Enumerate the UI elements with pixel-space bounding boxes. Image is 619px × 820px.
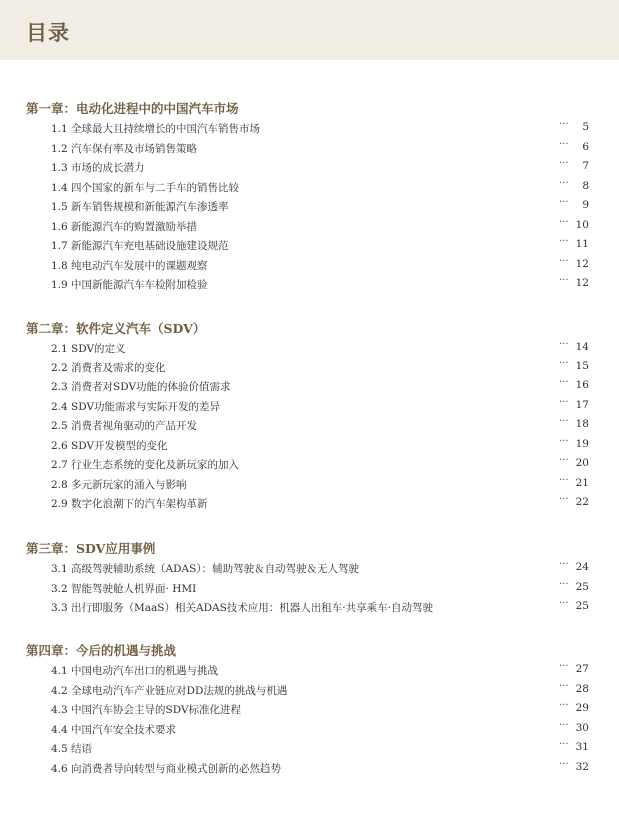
toc-entry[interactable] bbox=[51, 438, 591, 456]
chapter-2-title[interactable]: 第二章：软件定义汽车（SDV） bbox=[26, 321, 206, 336]
entry-title: 1.4 四个国家的新车与二手车的销售比较 bbox=[51, 182, 240, 194]
entry-page-number: 31 bbox=[575, 741, 589, 753]
entry-page-number: 22 bbox=[575, 496, 589, 508]
toc-entry[interactable] bbox=[51, 600, 591, 618]
entry-page-number: 11 bbox=[575, 238, 589, 250]
entry-title: 1.2 汽车保有率及市场销售策略 bbox=[51, 143, 198, 155]
entry-leader: ··· bbox=[559, 759, 569, 770]
entry-title: 2.2 消费者及需求的变化 bbox=[51, 362, 166, 374]
entry-title: 2.8 多元新玩家的涌入与影响 bbox=[51, 479, 187, 491]
toc-entry[interactable] bbox=[51, 477, 591, 495]
entry-page-number: 14 bbox=[575, 341, 589, 353]
toc-entry[interactable] bbox=[51, 121, 591, 139]
entry-leader: ··· bbox=[559, 559, 569, 570]
entry-page-number: 30 bbox=[575, 722, 589, 734]
toc-entry[interactable] bbox=[51, 683, 591, 701]
toc-entry[interactable] bbox=[51, 341, 591, 359]
entry-page-number: 12 bbox=[575, 277, 589, 289]
entry-leader: ··· bbox=[559, 661, 569, 672]
entry-title: 1.1 全球最大且持续增长的中国汽车销售市场 bbox=[51, 123, 261, 135]
toc-entry[interactable] bbox=[51, 722, 591, 740]
entry-leader: ··· bbox=[559, 475, 569, 486]
entry-page-number: 9 bbox=[582, 199, 589, 211]
entry-page-number: 5 bbox=[582, 121, 589, 133]
entry-page-number: 29 bbox=[575, 702, 589, 714]
entry-page-number: 10 bbox=[575, 219, 589, 231]
entry-leader: ··· bbox=[559, 436, 569, 447]
entry-title: 2.3 消费者对SDV功能的体验价值需求 bbox=[51, 381, 231, 393]
entry-leader: ··· bbox=[559, 358, 569, 369]
toc-entry[interactable] bbox=[51, 219, 591, 237]
entry-page-number: 17 bbox=[575, 399, 589, 411]
entry-title: 2.7 行业生态系统的变化及新玩家的加入 bbox=[51, 459, 240, 471]
toc-entry[interactable] bbox=[51, 761, 591, 779]
entry-leader: ··· bbox=[559, 197, 569, 208]
entry-title: 4.2 全球电动汽车产业链应对DD法规的挑战与机遇 bbox=[51, 685, 288, 697]
entry-title: 2.9 数字化浪潮下的汽车架构革新 bbox=[51, 498, 208, 510]
entry-leader: ··· bbox=[559, 377, 569, 388]
entry-leader: ··· bbox=[559, 119, 569, 130]
chapter-3-title[interactable]: 第三章：SDV应用事例 bbox=[26, 541, 156, 556]
entry-leader: ··· bbox=[559, 217, 569, 228]
entry-leader: ··· bbox=[559, 579, 569, 590]
toc-entry[interactable] bbox=[51, 360, 591, 378]
toc-entry[interactable] bbox=[51, 457, 591, 475]
toc-entry[interactable] bbox=[51, 561, 591, 579]
entry-page-number: 6 bbox=[582, 141, 589, 153]
toc-entry[interactable] bbox=[51, 258, 591, 276]
entry-leader: ··· bbox=[559, 700, 569, 711]
entry-leader: ··· bbox=[559, 681, 569, 692]
entry-title: 3.1 高级驾驶辅助系统（ADAS）：辅助驾驶＆自动驾驶＆无人驾驶 bbox=[51, 563, 360, 575]
entry-title: 1.3 市场的成长潜力 bbox=[51, 162, 145, 174]
entry-leader: ··· bbox=[559, 397, 569, 408]
toc-entry[interactable] bbox=[51, 702, 591, 720]
entry-leader: ··· bbox=[559, 598, 569, 609]
toc-header bbox=[0, 0, 619, 60]
entry-title: 1.6 新能源汽车的购置激励举措 bbox=[51, 221, 198, 233]
entry-page-number: 28 bbox=[575, 683, 589, 695]
entry-title: 4.4 中国汽车安全技术要求 bbox=[51, 724, 177, 736]
entry-page-number: 25 bbox=[575, 600, 589, 612]
entry-leader: ··· bbox=[559, 720, 569, 731]
toc-entry[interactable] bbox=[51, 581, 591, 599]
entry-leader: ··· bbox=[559, 275, 569, 286]
toc-entry[interactable] bbox=[51, 379, 591, 397]
entry-page-number: 25 bbox=[575, 581, 589, 593]
entry-title: 1.5 新车销售规模和新能源汽车渗透率 bbox=[51, 201, 229, 213]
toc-entry[interactable] bbox=[51, 399, 591, 417]
entry-title: 2.1 SDV的定义 bbox=[51, 343, 126, 355]
entry-leader: ··· bbox=[559, 256, 569, 267]
entry-title: 4.6 向消费者导向转型与商业模式创新的必然趋势 bbox=[51, 763, 282, 775]
entry-title: 3.2 智能驾驶舱人机界面· HMI bbox=[51, 583, 197, 595]
entry-title: 2.6 SDV开发模型的变化 bbox=[51, 440, 168, 452]
toc-entry[interactable] bbox=[51, 277, 591, 295]
toc-entry[interactable] bbox=[51, 741, 591, 759]
entry-leader: ··· bbox=[559, 236, 569, 247]
entry-page-number: 12 bbox=[575, 258, 589, 270]
entry-title: 1.7 新能源汽车充电基础设施建设规范 bbox=[51, 240, 229, 252]
toc-entry[interactable] bbox=[51, 160, 591, 178]
entry-page-number: 21 bbox=[575, 477, 589, 489]
toc-entry[interactable] bbox=[51, 238, 591, 256]
entry-page-number: 7 bbox=[582, 160, 589, 172]
entry-title: 3.3 出行即服务（MaaS）相关ADAS技术应用：机器人出租车·共享乘车·自动驾驶 bbox=[51, 602, 433, 614]
chapter-4-title[interactable]: 第四章：今后的机遇与挑战 bbox=[26, 643, 177, 658]
toc-entry[interactable] bbox=[51, 180, 591, 198]
entry-leader: ··· bbox=[559, 178, 569, 189]
entry-page-number: 24 bbox=[575, 561, 589, 573]
entry-page-number: 8 bbox=[582, 180, 589, 192]
entry-title: 2.4 SDV功能需求与实际开发的差异 bbox=[51, 401, 221, 413]
entry-leader: ··· bbox=[559, 416, 569, 427]
chapter-1-title[interactable]: 第一章：电动化进程中的中国汽车市场 bbox=[26, 101, 239, 116]
entry-title: 2.5 消费者视角驱动的产品开发 bbox=[51, 420, 198, 432]
entry-leader: ··· bbox=[559, 139, 569, 150]
entry-leader: ··· bbox=[559, 158, 569, 169]
entry-page-number: 18 bbox=[575, 418, 589, 430]
entry-leader: ··· bbox=[559, 494, 569, 505]
entry-page-number: 27 bbox=[575, 663, 589, 675]
toc-entry[interactable] bbox=[51, 418, 591, 436]
entry-title: 1.9 中国新能源汽车车检附加检验 bbox=[51, 279, 208, 291]
entry-page-number: 20 bbox=[575, 457, 589, 469]
toc-entry[interactable] bbox=[51, 496, 591, 514]
toc-entry[interactable] bbox=[51, 141, 591, 159]
toc-entry[interactable] bbox=[51, 663, 591, 681]
entry-page-number: 15 bbox=[575, 360, 589, 372]
entry-leader: ··· bbox=[559, 455, 569, 466]
entry-title: 4.1 中国电动汽车出口的机遇与挑战 bbox=[51, 665, 219, 677]
entry-title: 4.5 结语 bbox=[51, 743, 93, 755]
entry-leader: ··· bbox=[559, 739, 569, 750]
entry-leader: ··· bbox=[559, 339, 569, 350]
entry-page-number: 16 bbox=[575, 379, 589, 391]
entry-title: 1.8 纯电动汽车发展中的课题观察 bbox=[51, 260, 208, 272]
entry-title: 4.3 中国汽车协会主导的SDV标准化进程 bbox=[51, 704, 242, 716]
page-title: 目录 bbox=[26, 20, 70, 45]
entry-page-number: 19 bbox=[575, 438, 589, 450]
entry-page-number: 32 bbox=[575, 761, 589, 773]
toc-entry[interactable] bbox=[51, 199, 591, 217]
